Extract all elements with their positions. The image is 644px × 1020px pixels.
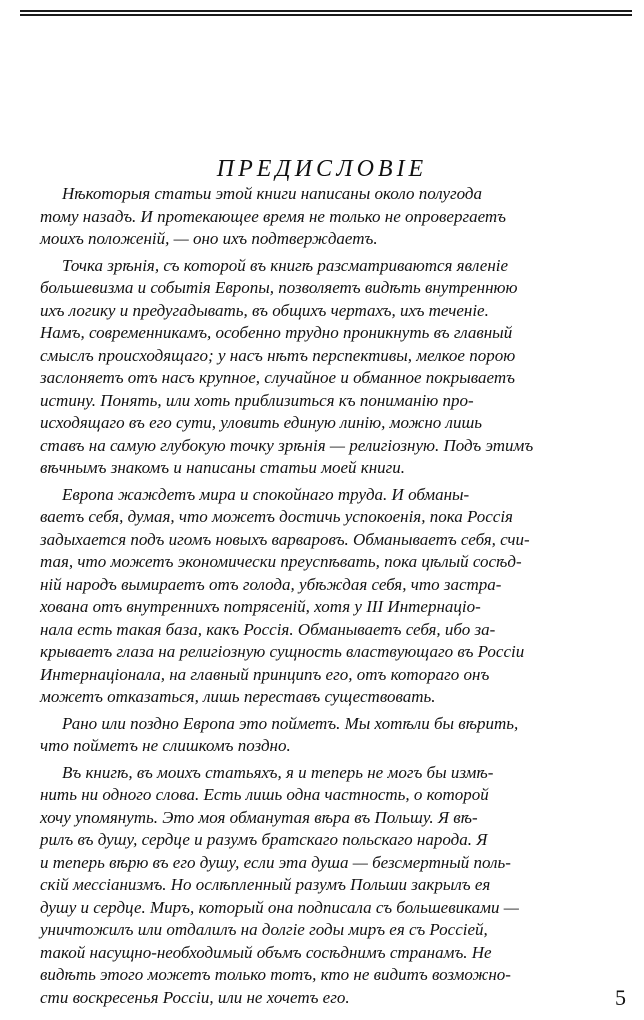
body-text [40,183,630,1013]
text-line: смыслъ происходящаго; у насъ нѣтъ перспективы, мелкое порою [40,345,516,365]
text-line: хочу упомянуть. Это моя обманутая вѣра въ Польшу. Я вѣ- [40,807,478,827]
text-line: нить ни одного слова. Есть лишь одна частность, о которой [40,785,489,804]
text-line: душу и сердце. Миръ, который она подписала съ большевиками — [40,897,519,917]
text-line: и теперь вѣрю въ его душу, если эта душа — безсмертный поль- [40,852,511,872]
text-line: тому назадъ. И протекающее время не только не опровергаетъ [40,206,506,226]
text-line: хована отъ внутреннихъ потрясеній, хотя у III Интернаціо- [40,597,481,616]
text-line: Точка зрѣнія, съ которой въ книгѣ разсматриваются явленіе [62,255,509,275]
paragraph [40,255,630,480]
text-line: Въ книгѣ, въ моихъ статьяхъ, я и теперь не могъ бы измѣ- [62,762,494,782]
text-line: задыхается подъ игомъ новыхъ варваровъ. Обманываетъ себя, счи- [40,529,530,549]
text-line: видѣть этого можетъ только тотъ, кто не видитъ возможно- [40,965,511,984]
text-line: ихъ логику и предугадывать, въ общихъ чертахъ, ихъ теченіе. [40,300,489,320]
text-line: Нѣкоторыя статьи этой книги написаны около полугода [62,184,483,203]
text-line: ваетъ себя, думая, что можетъ достичь успокоенія, пока Россія [40,507,513,526]
rule-line [20,10,632,12]
page-number: 5 [615,985,626,1010]
text-line: Интернаціонала, на главный принципъ его, отъ котораго онъ [40,664,490,684]
text-line: такой насущно-необходимый объмъ сосѣднимъ странамъ. Не [40,942,492,962]
text-line: моихъ положеній, — оно ихъ подтверждаетъ. [40,229,378,248]
header-double-rule [20,10,632,18]
text-line: вѣчнымъ знакомъ и написаны статьи моей книги. [40,458,406,477]
text-line: ставъ на самую глубокую точку зрѣнія — религіозную. Подъ этимъ [40,435,534,455]
paragraph [40,762,630,1010]
text-line: уничтожилъ или отдалилъ на долгіе годы миръ ея съ Россіей, [40,920,488,939]
paragraph [40,713,630,758]
text-line: исходящаго въ его сути, уловить единую линію, можно лишь [40,413,483,432]
text-line: Европа жаждетъ мира и спокойнаго труда. И обманы- [62,484,470,504]
text-line: большевизма и событія Европы, позволяетъ видѣть внутреннюю [40,278,518,297]
text-line: сти воскресенья Россіи, или не хочетъ его. [40,987,350,1007]
text-line: Рано или поздно Европа это пойметъ. Мы хотѣли бы вѣрить, [62,713,519,733]
text-line: Намъ, современникамъ, особенно трудно проникнуть въ главный [40,323,513,342]
paragraph [40,183,630,251]
text-line: можетъ отказаться, лишь переставъ существовать. [40,687,436,706]
paragraph [40,484,630,709]
text-line: заслоняетъ отъ насъ крупное, случайное и обманное покрываетъ [40,368,515,387]
text-line: ній народъ вымираетъ отъ голода, убѣждая себя, что застра- [40,574,502,594]
text-line: крываетъ глаза на религіозную сущность властвующаго въ Россіи [40,642,525,661]
text-line: что пойметъ не слишкомъ поздно. [40,736,291,755]
rule-line [20,14,632,16]
text-line: нала есть такая база, какъ Россія. Обманываетъ себя, ибо за- [40,619,496,639]
text-line: тая, что можетъ экономически преуспѣвать, пока цѣлый сосѣд- [40,552,522,571]
text-line: скій мессіанизмъ. Но ослѣпленный разумъ Польши закрылъ ея [40,875,491,894]
text-line: рилъ въ душу, сердце и разумъ братскаго польскаго народа. Я [40,830,488,849]
text-line: истину. Понять, или хоть приблизиться къ пониманію про- [40,390,474,410]
chapter-title: ПРЕДИСЛОВІЕ [216,156,428,183]
